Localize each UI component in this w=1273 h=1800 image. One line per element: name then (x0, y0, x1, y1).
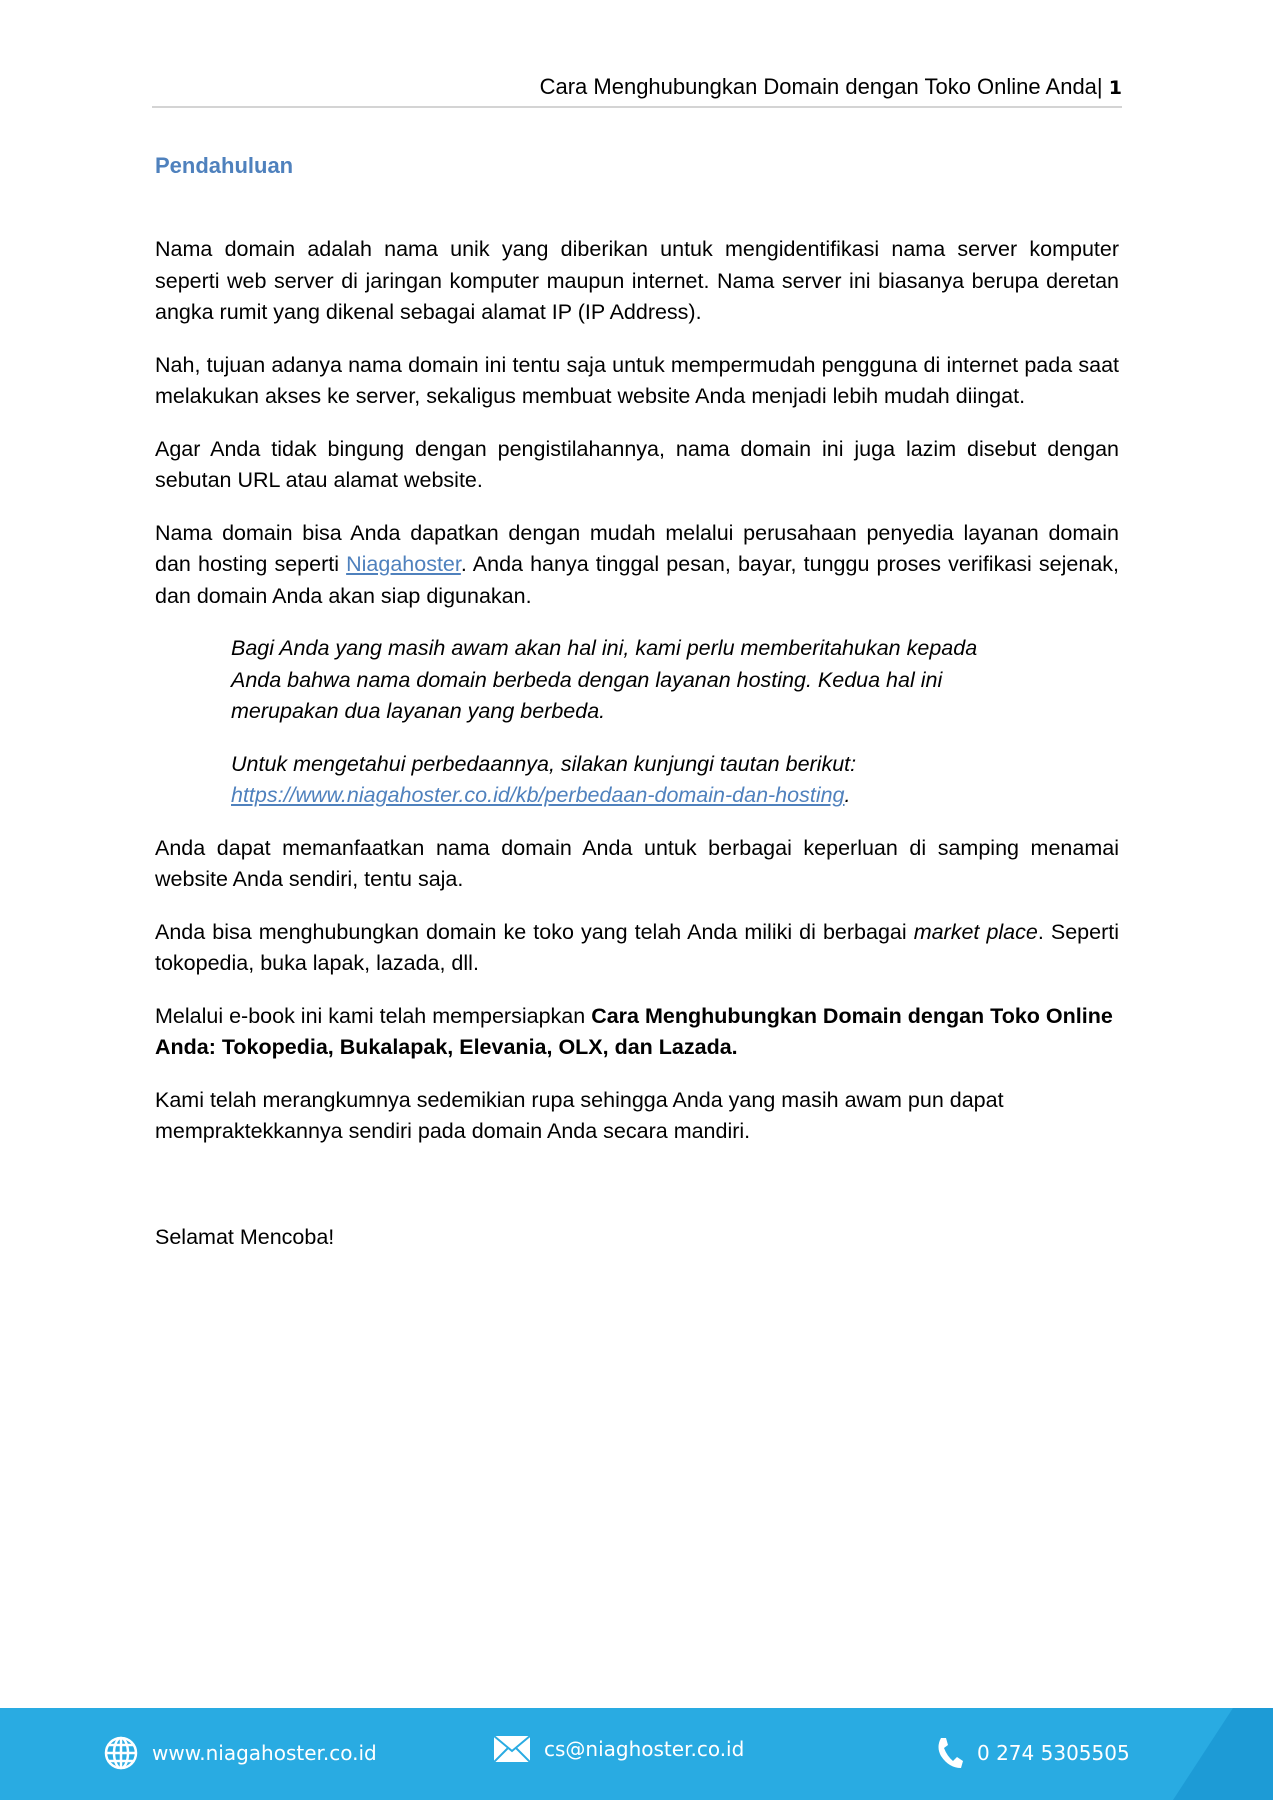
footer-email[interactable] (494, 1736, 744, 1762)
website-text: www.niagahoster.co.id (152, 1741, 377, 1765)
text: Untuk mengetahui perbedaannya, silakan kunjungi tautan berikut: (231, 751, 857, 776)
footer-phone[interactable] (935, 1736, 1130, 1770)
hosting-difference-link[interactable]: https://www.niagahoster.co.id/kb/perbedaan-domain-dan-hosting (231, 783, 845, 807)
header-title: Cara Menghubungkan Domain dengan Toko Online Anda (539, 74, 1097, 99)
paragraph: Nama domain adalah nama unik yang diberikan untuk mengidentifikasi nama server komputer seperti web server di jaringan komputer maupun internet. Nama server ini biasanya berupa deretan angka rumit yang dikenal sebagai alamat IP (IP Address). (155, 237, 1119, 324)
globe-icon (104, 1736, 138, 1770)
phone-icon (935, 1736, 963, 1770)
paragraph (155, 518, 1119, 613)
paragraph: Kami telah merangkumnya sedemikian rupa sehingga Anda yang masih awam pun dapat mempraktekkannya sendiri pada domain Anda secara mandiri. (155, 1087, 1004, 1143)
text: . Anda hanya tinggal pesan, bayar, tunggu proses verifikasi sejenak, dan domain Anda akan siap digunakan. (155, 552, 1119, 608)
paragraph (155, 917, 1119, 980)
email-text: cs@niaghoster.co.id (544, 1737, 745, 1761)
closing-text: Selamat Mencoba! (155, 1224, 335, 1249)
document-body (155, 234, 1119, 1274)
niagahoster-link[interactable]: Niagahoster (346, 552, 461, 576)
bold-text: Cara Menghubungkan Domain dengan Toko Online Anda: Tokopedia, Bukalapak, Elevania, OLX, dan Lazada. (155, 1003, 1113, 1059)
paragraph: Nah, tujuan adanya nama domain ini tentu saja untuk mempermudah pengguna di internet pada saat melakukan akses ke server, sekaligus membuat website Anda menjadi lebih mudah diingat. (155, 352, 1119, 408)
envelope-icon (494, 1736, 530, 1762)
quote-paragraph: Bagi Anda yang masih awam akan hal ini, kami perlu memberitahukan kepada Anda bahwa nama domain berbeda dengan layanan hosting. Kedua hal ini merupakan dua layanan yang berbeda. (231, 636, 978, 723)
page-header (152, 74, 1122, 100)
phone-text: 0 274 5305505 (977, 1741, 1130, 1765)
header-rule (152, 106, 1122, 108)
text: Melalui e-book ini kami telah mempersiapkan (155, 1003, 592, 1028)
text: Anda bisa menghubungkan domain ke toko yang telah Anda miliki di berbagai (155, 919, 914, 944)
section-heading: Pendahuluan (155, 153, 294, 178)
paragraph: Anda dapat memanfaatkan nama domain Anda untuk berbagai keperluan di samping menamai website Anda sendiri, tentu saja. (155, 835, 1119, 891)
text: Nama domain bisa Anda dapatkan dengan mudah melalui perusahaan penyedia layanan domain dan hosting seperti (155, 520, 1119, 576)
footer-bar (0, 1708, 1273, 1800)
footer-accent (1173, 1708, 1273, 1800)
page-number: 1 (1108, 77, 1122, 99)
footer-website[interactable] (104, 1736, 377, 1770)
paragraph: Agar Anda tidak bingung dengan pengistilahannya, nama domain ini juga lazim disebut dengan sebutan URL atau alamat website. (155, 436, 1119, 492)
text: . Seperti tokopedia, buka lapak, lazada, dll. (155, 919, 1119, 975)
paragraph (155, 1001, 1119, 1064)
text: . (844, 783, 851, 807)
quote-paragraph (231, 749, 1031, 812)
header-separator: | (1096, 74, 1103, 99)
italic-text: market place (913, 919, 1038, 944)
